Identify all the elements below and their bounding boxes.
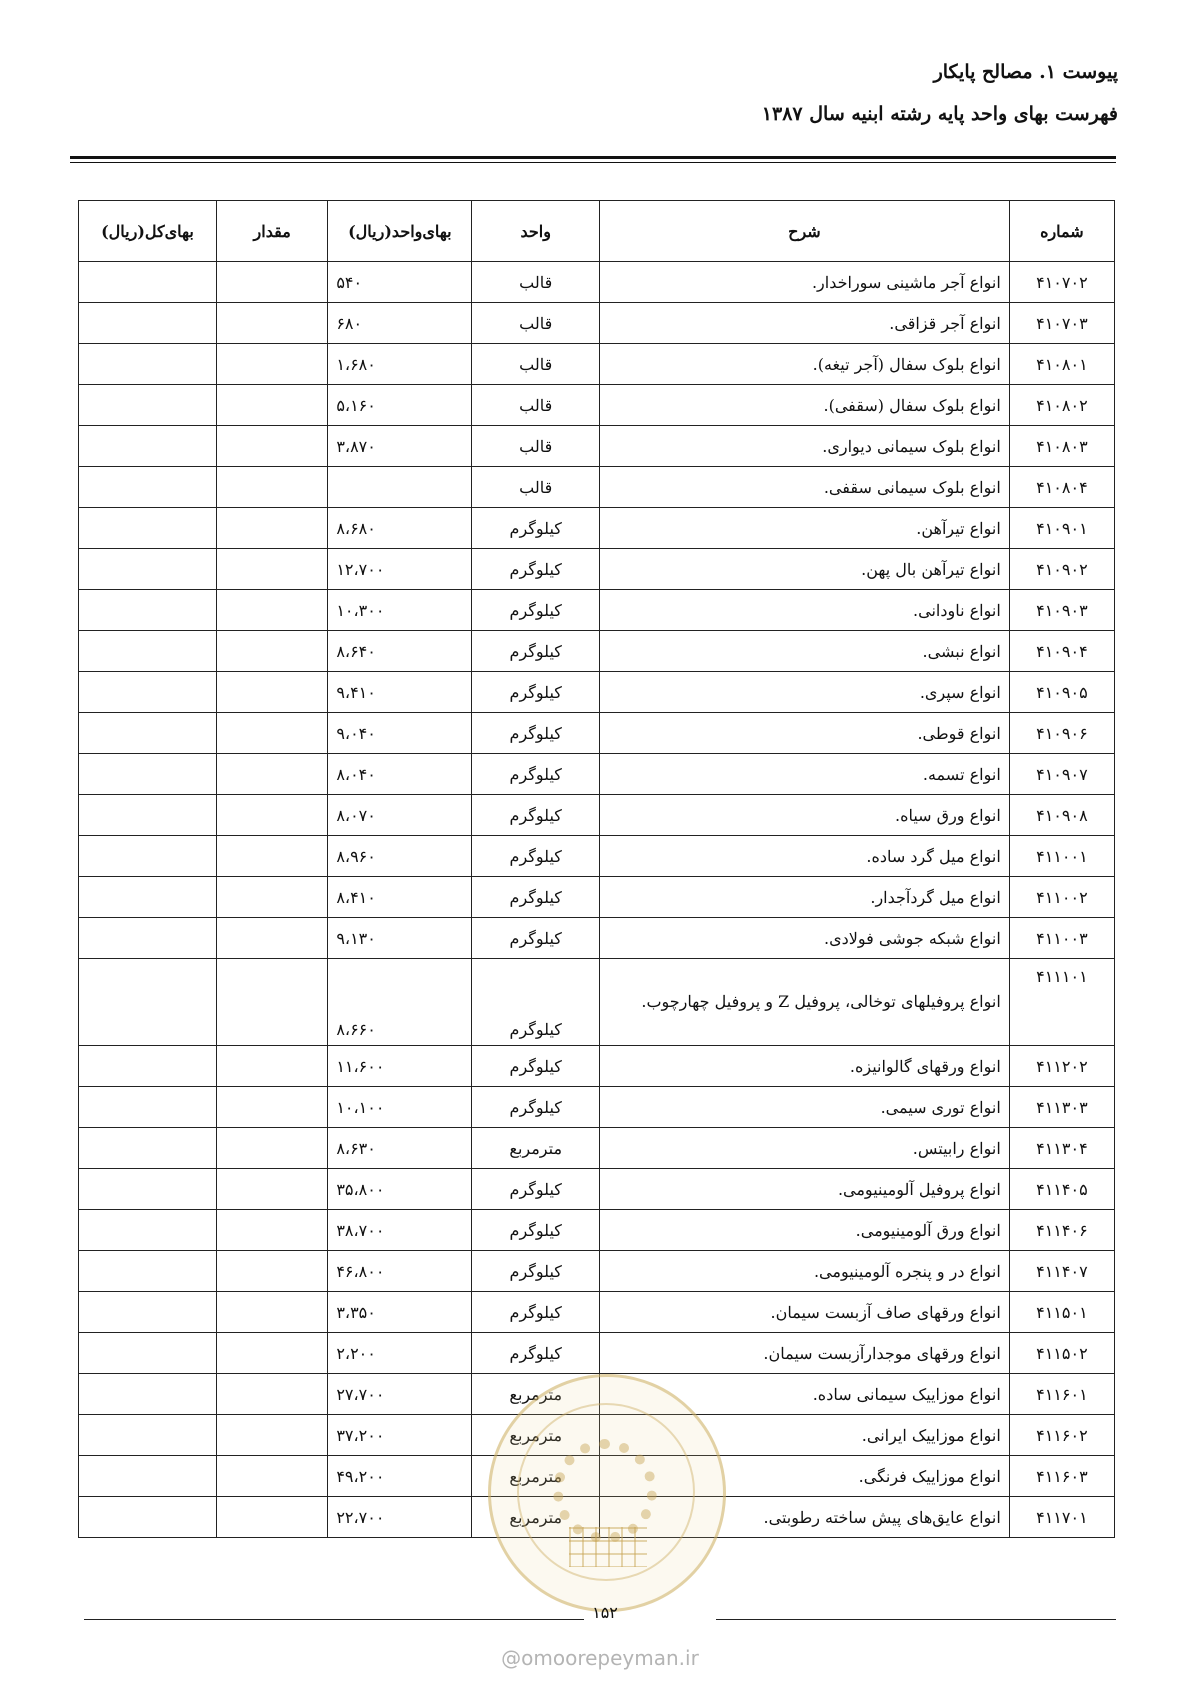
table-body (79, 262, 1115, 1538)
row-unit: قالب (472, 426, 600, 467)
table-row (79, 1046, 1115, 1087)
row-quantity (216, 1497, 327, 1538)
row-number: ۴۱۱۶۰۱ (1009, 1374, 1114, 1415)
col-description-header: شرح (600, 201, 1010, 262)
table-row (79, 836, 1115, 877)
row-number: ۴۱۱۳۰۳ (1009, 1087, 1114, 1128)
row-quantity (216, 713, 327, 754)
row-quantity (216, 1415, 327, 1456)
row-number: ۴۱۱۵۰۲ (1009, 1333, 1114, 1374)
row-unit-price: ۹،۱۳۰ (328, 918, 472, 959)
table-header-row (79, 201, 1115, 262)
row-number: ۴۱۱۶۰۲ (1009, 1415, 1114, 1456)
row-unit: کیلوگرم (472, 754, 600, 795)
row-description: انواع آجر قزاقی. (600, 303, 1010, 344)
row-unit-price: ۳۵،۸۰۰ (328, 1169, 472, 1210)
header-rule-thick (70, 156, 1116, 159)
col-quantity-header: مقدار (216, 201, 327, 262)
row-total-price (79, 590, 217, 631)
page-number: ۱۵۲ (592, 1603, 618, 1622)
row-total-price (79, 918, 217, 959)
row-unit-price: ۸،۹۶۰ (328, 836, 472, 877)
row-total-price (79, 713, 217, 754)
row-total-price (79, 303, 217, 344)
table-row (79, 1169, 1115, 1210)
row-number: ۴۱۰۷۰۳ (1009, 303, 1114, 344)
row-description: انواع پروفیل آلومینیومی. (600, 1169, 1010, 1210)
table-row (79, 262, 1115, 303)
row-unit-price: ۹،۰۴۰ (328, 713, 472, 754)
row-unit-price: ۳۸،۷۰۰ (328, 1210, 472, 1251)
row-total-price (79, 836, 217, 877)
row-description: انواع تسمه. (600, 754, 1010, 795)
row-total-price (79, 672, 217, 713)
row-description: انواع قوطی. (600, 713, 1010, 754)
row-description: انواع ورق سیاه. (600, 795, 1010, 836)
row-total-price (79, 549, 217, 590)
row-description: انواع ورقهای گالوانیزه. (600, 1046, 1010, 1087)
col-unit-price-header: بهای‌واحد(ریال) (328, 201, 472, 262)
row-unit: قالب (472, 344, 600, 385)
row-total-price (79, 1210, 217, 1251)
row-unit: کیلوگرم (472, 672, 600, 713)
row-unit-price: ۳،۳۵۰ (328, 1292, 472, 1333)
row-description: انواع بلوک سفال (آجر تیغه). (600, 344, 1010, 385)
row-unit: کیلوگرم (472, 1292, 600, 1333)
row-unit: مترمربع (472, 1497, 600, 1538)
row-unit: کیلوگرم (472, 1210, 600, 1251)
row-number: ۴۱۰۸۰۳ (1009, 426, 1114, 467)
row-total-price (79, 1087, 217, 1128)
table-row (79, 754, 1115, 795)
row-quantity (216, 877, 327, 918)
row-unit: کیلوگرم (472, 1046, 600, 1087)
row-description: انواع نبشی. (600, 631, 1010, 672)
row-number: ۴۱۱۴۰۶ (1009, 1210, 1114, 1251)
table-row (79, 795, 1115, 836)
row-unit: کیلوگرم (472, 1169, 600, 1210)
row-quantity (216, 672, 327, 713)
row-unit-price: ۸،۶۴۰ (328, 631, 472, 672)
row-quantity (216, 385, 327, 426)
grid-icon (569, 1527, 647, 1567)
row-unit-price: ۸،۴۱۰ (328, 877, 472, 918)
row-number: ۴۱۱۵۰۱ (1009, 1292, 1114, 1333)
row-total-price (79, 385, 217, 426)
row-unit-price: ۱۲،۷۰۰ (328, 549, 472, 590)
row-quantity (216, 467, 327, 508)
row-unit-price: ۱۰،۱۰۰ (328, 1087, 472, 1128)
row-unit-price: ۱۱،۶۰۰ (328, 1046, 472, 1087)
table-row (79, 631, 1115, 672)
row-unit-price: ۱۰،۳۰۰ (328, 590, 472, 631)
col-total-price-header: بهای‌کل(ریال) (79, 201, 217, 262)
row-number: ۴۱۱۶۰۳ (1009, 1456, 1114, 1497)
row-quantity (216, 549, 327, 590)
col-number-header: شماره (1009, 201, 1114, 262)
row-total-price (79, 754, 217, 795)
row-unit-price: ۳۷،۲۰۰ (328, 1415, 472, 1456)
row-description: انواع شبکه جوشی فولادی. (600, 918, 1010, 959)
appendix-title: پیوست ۱. مصالح پایکار (933, 61, 1118, 83)
row-unit-price: ۴۶،۸۰۰ (328, 1251, 472, 1292)
row-number: ۴۱۱۳۰۴ (1009, 1128, 1114, 1169)
watermark-url: @omoorepeyman.ir (501, 1646, 699, 1670)
row-description: انواع میل گرد ساده. (600, 836, 1010, 877)
row-total-price (79, 1046, 217, 1087)
row-quantity (216, 508, 327, 549)
row-quantity (216, 426, 327, 467)
row-number: ۴۱۰۹۰۱ (1009, 508, 1114, 549)
row-quantity (216, 754, 327, 795)
row-number: ۴۱۰۹۰۸ (1009, 795, 1114, 836)
row-total-price (79, 262, 217, 303)
watermark-seal (488, 1374, 726, 1612)
row-quantity (216, 1333, 327, 1374)
row-total-price (79, 1497, 217, 1538)
row-quantity (216, 795, 327, 836)
row-number: ۴۱۰۹۰۲ (1009, 549, 1114, 590)
table-row (79, 467, 1115, 508)
table-row (79, 959, 1115, 1046)
row-unit-price: ۸،۶۸۰ (328, 508, 472, 549)
row-number: ۴۱۰۹۰۴ (1009, 631, 1114, 672)
row-number: ۴۱۰۷۰۲ (1009, 262, 1114, 303)
row-unit: کیلوگرم (472, 713, 600, 754)
price-table (78, 200, 1115, 1538)
row-unit: کیلوگرم (472, 959, 600, 1046)
footer-rule-left (84, 1619, 584, 1620)
row-unit: قالب (472, 467, 600, 508)
row-description: انواع بلوک سیمانی دیواری. (600, 426, 1010, 467)
row-quantity (216, 303, 327, 344)
row-description: انواع عایق‌های پیش ساخته رطوبتی. (600, 1497, 1010, 1538)
row-unit-price: ۶۸۰ (328, 303, 472, 344)
row-quantity (216, 1169, 327, 1210)
row-unit-price: ۲۷،۷۰۰ (328, 1374, 472, 1415)
row-number: ۴۱۱۷۰۱ (1009, 1497, 1114, 1538)
row-description: انواع تیرآهن بال پهن. (600, 549, 1010, 590)
row-unit: قالب (472, 385, 600, 426)
row-description: انواع در و پنجره آلومینیومی. (600, 1251, 1010, 1292)
row-description: انواع پروفیلهای توخالی، پروفیل Z و پروفیل چهارچوب. (600, 959, 1010, 1046)
row-description: انواع بلوک سفال (سقفی). (600, 385, 1010, 426)
row-unit: مترمربع (472, 1415, 600, 1456)
row-quantity (216, 918, 327, 959)
table-row (79, 549, 1115, 590)
footer-rule-right (716, 1619, 1116, 1620)
row-unit: کیلوگرم (472, 877, 600, 918)
row-number: ۴۱۰۹۰۷ (1009, 754, 1114, 795)
row-total-price (79, 795, 217, 836)
row-unit: کیلوگرم (472, 508, 600, 549)
row-unit: کیلوگرم (472, 836, 600, 877)
row-quantity (216, 1128, 327, 1169)
row-unit-price: ۸،۶۶۰ (328, 959, 472, 1046)
row-number: ۴۱۰۸۰۱ (1009, 344, 1114, 385)
row-total-price (79, 344, 217, 385)
row-description: انواع توری سیمی. (600, 1087, 1010, 1128)
row-description: انواع موزاییک ایرانی. (600, 1415, 1010, 1456)
table-row (79, 385, 1115, 426)
row-number: ۴۱۰۹۰۵ (1009, 672, 1114, 713)
row-description: انواع ناودانی. (600, 590, 1010, 631)
row-unit: مترمربع (472, 1374, 600, 1415)
row-unit: کیلوگرم (472, 1087, 600, 1128)
row-unit-price: ۲،۲۰۰ (328, 1333, 472, 1374)
row-total-price (79, 1456, 217, 1497)
row-number: ۴۱۱۴۰۷ (1009, 1251, 1114, 1292)
row-quantity (216, 1456, 327, 1497)
row-quantity (216, 590, 327, 631)
row-unit: قالب (472, 262, 600, 303)
row-number: ۴۱۰۹۰۶ (1009, 713, 1114, 754)
row-unit: کیلوگرم (472, 1333, 600, 1374)
row-number: ۴۱۱۰۰۳ (1009, 918, 1114, 959)
table-row (79, 590, 1115, 631)
row-quantity (216, 1046, 327, 1087)
row-unit: کیلوگرم (472, 631, 600, 672)
row-total-price (79, 1374, 217, 1415)
row-description: انواع میل گردآجدار. (600, 877, 1010, 918)
row-quantity (216, 1374, 327, 1415)
row-number: ۴۱۱۰۰۲ (1009, 877, 1114, 918)
row-description: انواع رابیتس. (600, 1128, 1010, 1169)
row-total-price (79, 1415, 217, 1456)
row-total-price (79, 1333, 217, 1374)
row-total-price (79, 426, 217, 467)
row-unit-price: ۸،۰۴۰ (328, 754, 472, 795)
row-description: انواع بلوک سیمانی سقفی. (600, 467, 1010, 508)
row-total-price (79, 959, 217, 1046)
row-total-price (79, 877, 217, 918)
row-total-price (79, 1128, 217, 1169)
row-quantity (216, 1251, 327, 1292)
row-description: انواع موزاییک سیمانی ساده. (600, 1374, 1010, 1415)
table-row (79, 1251, 1115, 1292)
row-number: ۴۱۱۲۰۲ (1009, 1046, 1114, 1087)
row-unit: کیلوگرم (472, 1251, 600, 1292)
row-unit-price: ۹،۴۱۰ (328, 672, 472, 713)
table-row (79, 918, 1115, 959)
table-row (79, 508, 1115, 549)
row-unit: کیلوگرم (472, 918, 600, 959)
row-number: ۴۱۱۰۰۱ (1009, 836, 1114, 877)
row-quantity (216, 1087, 327, 1128)
row-description: انواع ورق آلومینیومی. (600, 1210, 1010, 1251)
table-row (79, 426, 1115, 467)
row-unit: مترمربع (472, 1128, 600, 1169)
page-header (762, 58, 1118, 128)
col-unit-header: واحد (472, 201, 600, 262)
table-row (79, 344, 1115, 385)
table-row (79, 303, 1115, 344)
row-description: انواع موزاییک فرنگی. (600, 1456, 1010, 1497)
row-unit-price: ۲۲،۷۰۰ (328, 1497, 472, 1538)
row-unit-price: ۱،۶۸۰ (328, 344, 472, 385)
table-row (79, 713, 1115, 754)
row-total-price (79, 1292, 217, 1333)
row-unit-price: ۵۴۰ (328, 262, 472, 303)
row-total-price (79, 1169, 217, 1210)
row-quantity (216, 1210, 327, 1251)
row-number: ۴۱۰۸۰۲ (1009, 385, 1114, 426)
row-description: انواع ورقهای موجدارآزبست سیمان. (600, 1333, 1010, 1374)
row-quantity (216, 959, 327, 1046)
table-row (79, 1292, 1115, 1333)
row-total-price (79, 631, 217, 672)
table-row (79, 1087, 1115, 1128)
row-unit: کیلوگرم (472, 549, 600, 590)
row-number: ۴۱۰۹۰۳ (1009, 590, 1114, 631)
table-row (79, 1210, 1115, 1251)
row-description: انواع سپری. (600, 672, 1010, 713)
row-number: ۴۱۱۱۰۱ (1009, 959, 1114, 1046)
row-unit-price: ۵،۱۶۰ (328, 385, 472, 426)
row-quantity (216, 344, 327, 385)
row-unit-price (328, 467, 472, 508)
row-number: ۴۱۰۸۰۴ (1009, 467, 1114, 508)
row-quantity (216, 262, 327, 303)
row-description: انواع ورقهای صاف آزبست سیمان. (600, 1292, 1010, 1333)
table-row (79, 672, 1115, 713)
header-rule-thin (70, 162, 1116, 163)
row-total-price (79, 1251, 217, 1292)
document-title: فهرست بهای واحد پایه رشته ابنیه سال ۱۳۸۷ (761, 103, 1118, 125)
row-unit: کیلوگرم (472, 590, 600, 631)
table-row (79, 1128, 1115, 1169)
row-unit-price: ۸،۶۳۰ (328, 1128, 472, 1169)
row-unit: قالب (472, 303, 600, 344)
row-total-price (79, 467, 217, 508)
row-description: انواع تیرآهن. (600, 508, 1010, 549)
row-unit: کیلوگرم (472, 795, 600, 836)
row-unit-price: ۳،۸۷۰ (328, 426, 472, 467)
row-quantity (216, 631, 327, 672)
row-unit: مترمربع (472, 1456, 600, 1497)
row-number: ۴۱۱۴۰۵ (1009, 1169, 1114, 1210)
row-quantity (216, 836, 327, 877)
row-unit-price: ۴۹،۲۰۰ (328, 1456, 472, 1497)
row-unit-price: ۸،۰۷۰ (328, 795, 472, 836)
table-row (79, 877, 1115, 918)
row-quantity (216, 1292, 327, 1333)
row-total-price (79, 508, 217, 549)
table-row (79, 1333, 1115, 1374)
row-description: انواع آجر ماشینی سوراخدار. (600, 262, 1010, 303)
